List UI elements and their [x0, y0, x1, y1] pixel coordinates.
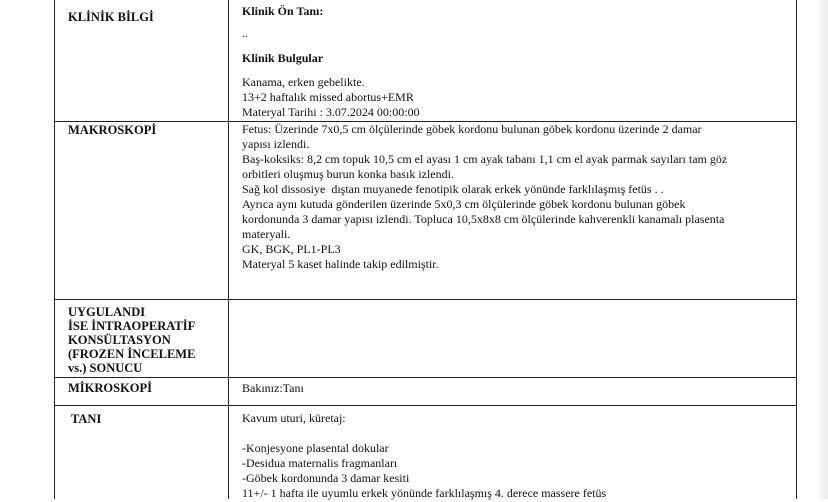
tani-label: TANI	[71, 412, 102, 426]
makroskopi-line-7: kordonunda 3 damar yapısı izlendi. Topluca 10,5x8x8 cm ölçülerinde kahverenkli kanamalı plasenta	[242, 212, 725, 226]
right-border	[796, 0, 797, 499]
klinik-bulgular-line-2: 13+2 haftalık missed abortus+EMR	[242, 90, 414, 104]
makroskopi-line-10: Materyal 5 kaset halinde takip edilmiştir.	[242, 257, 439, 271]
row-divider-4	[54, 405, 797, 406]
makroskopi-line-1: Fetus: Üzerinde 7x0,5 cm ölçülerinde göbek kordonu bulunan göbek kordonu üzerinde 2 damar	[242, 122, 702, 136]
makroskopi-line-5: Sağ kol dissosiye dıştan muyanede fenotipik olarak erkek yönünde farklılaşmış fetüs . .	[242, 182, 664, 196]
makroskopi-line-2: yapısı izlendi.	[242, 137, 310, 151]
makroskopi-line-8: materyali.	[242, 227, 291, 241]
left-border	[54, 0, 55, 499]
frozen-label-line-2: İSE İNTRAOPERATİF	[68, 319, 196, 333]
tani-line-5: 11+/- 1 hafta ile uyumlu erkek yönünde farklılaşmış 4. derece massere fetüs	[242, 486, 607, 500]
row-divider-2	[54, 299, 797, 300]
makroskopi-line-9: GK, BGK, PL1-PL3	[242, 242, 341, 256]
page-edge-shadow	[816, 0, 828, 499]
makroskopi-line-4: orbitleri oluşmuş burun konka basık izlendi.	[242, 167, 454, 181]
tani-line-4: -Göbek kordonunda 3 damar kesiti	[242, 471, 410, 485]
row-divider-3	[54, 377, 797, 378]
frozen-label-line-4: (FROZEN İNCELEME	[68, 347, 196, 361]
tani-line-2: -Konjesyone plasental dokular	[242, 441, 389, 455]
column-divider	[228, 0, 229, 499]
frozen-label-line-5: vs.) SONUCU	[68, 361, 143, 375]
klinik-bulgular-line-3: Materyal Tarihi : 3.07.2024 00:00:00	[242, 105, 420, 119]
mikroskopi-label: MİKROSKOPİ	[68, 381, 153, 395]
frozen-label-line-1: UYGULANDI	[68, 305, 146, 319]
klinik-bulgular-line-1: Kanama, erken gebelikte.	[242, 75, 365, 89]
klinik-on-tani-value: ..	[242, 26, 248, 40]
mikroskopi-value: Bakınız:Tanı	[242, 381, 304, 395]
tani-line-3: -Desidua maternalis fragmanları	[242, 456, 398, 470]
klinik-on-tani-heading: Klinik Ön Tanı:	[242, 4, 324, 18]
klinik-bilgi-label: KLİNİK BİLGİ	[68, 10, 154, 24]
makroskopi-line-3: Baş-koksiks: 8,2 cm topuk 10,5 cm el ayası 1 cm ayak tabanı 1,1 cm el ayak parmak sayıları tam göz	[242, 152, 728, 166]
frozen-label-line-3: KONSÜLTASYON	[68, 333, 171, 347]
klinik-bulgular-heading: Klinik Bulgular	[242, 51, 324, 65]
makroskopi-label: MAKROSKOPİ	[68, 123, 157, 137]
tani-line-1: Kavum uturi, küretaj:	[242, 411, 346, 425]
makroskopi-line-6: Ayrıca aynı kutuda gönderilen üzerinde 5x0,3 cm ölçülerinde göbek kordonu bulunan göbek	[242, 197, 686, 211]
